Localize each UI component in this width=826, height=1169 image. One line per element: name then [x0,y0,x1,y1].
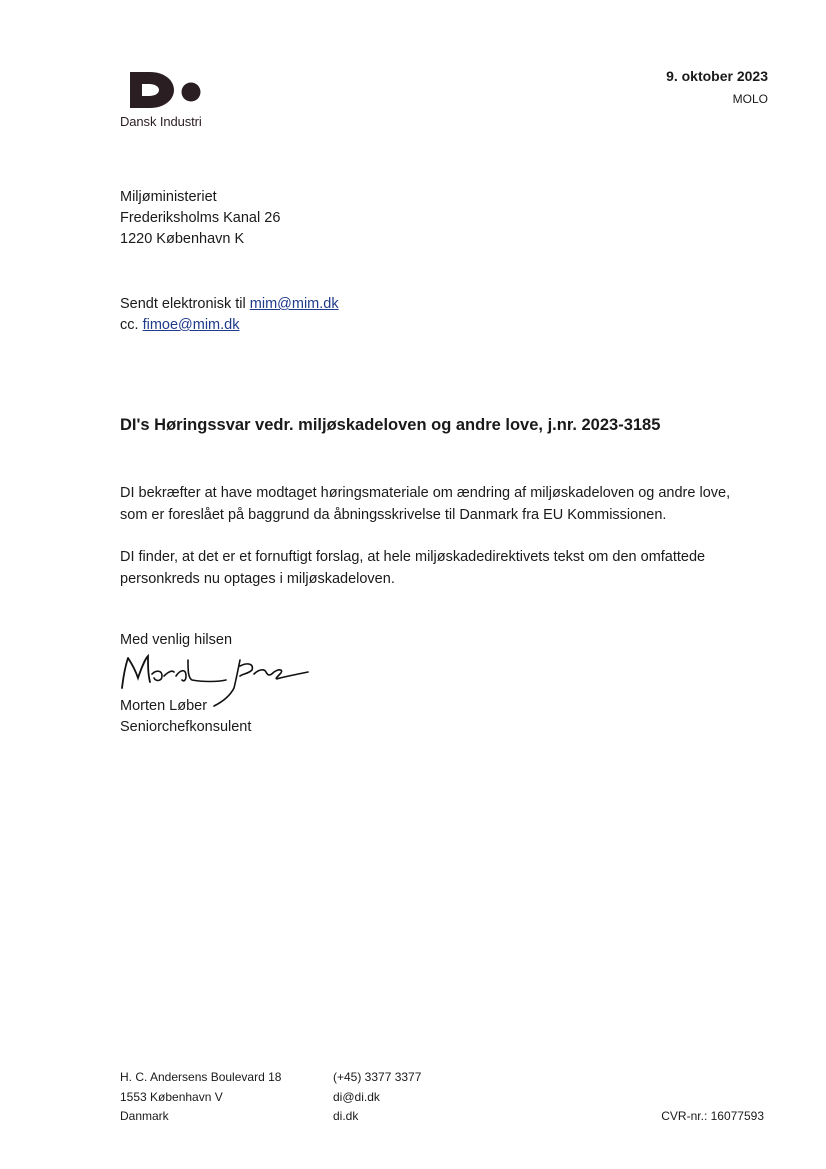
cc-email-link[interactable]: fimoe@mim.dk [142,317,240,333]
company-logo [120,70,220,132]
sent-line [120,294,339,315]
letter-date: 9. oktober 2023 [666,68,768,84]
paragraph-line: personkreds nu optages i miljøskadeloven. [120,571,395,587]
signer-position: Seniorchefkonsulent [120,719,252,735]
recipient-line: Frederiksholms Kanal 26 [120,210,281,226]
footer-contact [333,1068,421,1127]
sender-initials: MOLO [732,92,768,106]
footer-phone: (+45) 3377 3377 [333,1070,422,1084]
paragraph-line: DI bekræfter at have modtaget høringsmateriale om ændring af miljøskadeloven og andre love, [120,485,731,501]
closing-greeting: Med venlig hilsen [120,632,233,648]
footer-address [120,1068,281,1127]
logo-text: Dansk Industri [120,114,202,129]
footer-email[interactable]: di@di.dk [333,1089,380,1104]
letter-title: DI's Høringssvar vedr. miljøskadeloven og andre love, j.nr. 2023-3185 [120,416,661,434]
cc-label: cc. [120,317,139,333]
signer-block [120,696,251,738]
body-paragraph-1 [120,482,780,526]
sent-label: Sendt elektronisk til [120,296,246,312]
recipient-line: 1220 København K [120,231,245,247]
di-logo-icon [128,70,204,108]
paragraph-line: DI finder, at det er et fornuftigt forslag, at hele miljøskadedirektivets tekst om den omfattede [120,549,706,565]
footer-address-line: Danmark [120,1109,169,1123]
cc-line [120,315,339,336]
signer-name: Morten Løber [120,698,208,714]
sent-email-link[interactable]: mim@mim.dk [249,296,339,312]
recipient-address [120,187,280,250]
footer-website[interactable]: di.dk [333,1109,359,1123]
body-paragraph-2 [120,546,780,590]
footer-address-line: H. C. Andersens Boulevard 18 [120,1070,282,1084]
delivery-info [120,294,339,336]
paragraph-line: som er foreslået på baggrund da åbningsskrivelse til Danmark fra EU Kommissionen. [120,507,667,523]
footer-address-line: 1553 København V [120,1089,223,1104]
footer-cvr: CVR-nr.: 16077593 [661,1109,764,1123]
recipient-line: Miljøministeriet [120,189,217,205]
